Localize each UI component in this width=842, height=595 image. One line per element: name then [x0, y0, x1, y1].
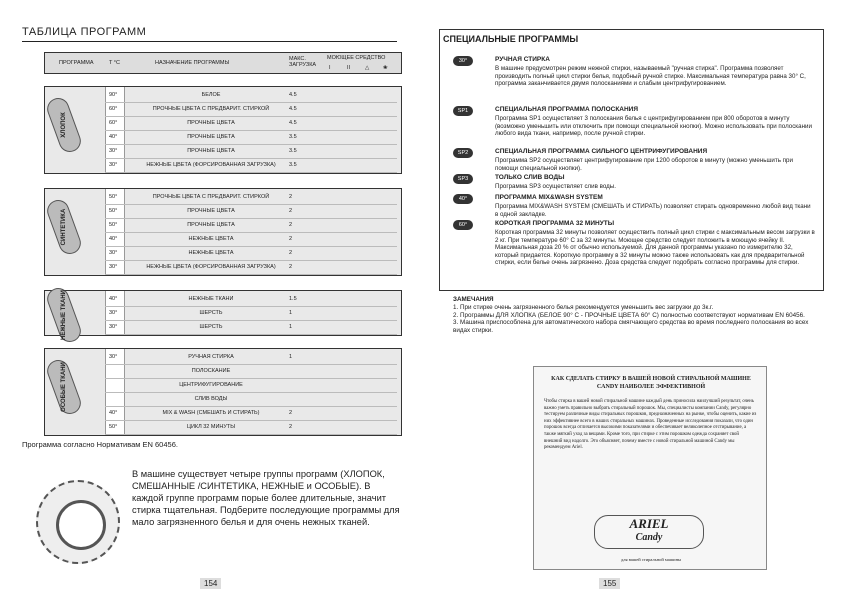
- special-item-text: Программа SP2 осуществляет центрифугирование при 1200 оборотов в минуту (можно уменьшить при помощи специальной кнопки).: [495, 157, 793, 172]
- table-row: 50° ПРОЧНЫЕ ЦВЕТА 2: [45, 205, 401, 219]
- special-item-text: Короткая программа 32 минуты позволяет осуществить полный цикл стирки с максимальным весом загрузки в 2 кг. При температуре 60° С за 32 минуты. Моющее средство следует положить в моющую ячейку II. Максимальная доза 20 % от обычно используемой. Для данной программы указано по измерителю 32, который придается. Короткую программу в 32 минуты можно также использовать как для предварительной стирки, если белье очень загрязнено. Доза средства следует подобрать согласно программы для стирки.: [495, 229, 815, 266]
- table-row: 30° РУЧНАЯ СТИРКА 1: [45, 351, 401, 365]
- header-name: НАЗНАЧЕНИЕ ПРОГРАММЫ: [155, 60, 230, 66]
- special-item-head: РУЧНАЯ СТИРКА: [495, 56, 550, 63]
- table-row: 30° ПРОЧНЫЕ ЦВЕТА 3.5: [45, 145, 401, 159]
- advert-caption: для вашей стиральной машины: [620, 557, 682, 562]
- special-item-text: В машине предусмотрен режим нежной стирки, называемый "ручная стирка". Программа позволяет производить полный цикл стирки белья, подобный ручной стирке. Максимальная температура равна 30° С, программа заканчивается двумя полосканиями и слабым центрифугированием.: [495, 65, 806, 87]
- table-row: 40° НЕЖНЫЕ ТКАНИ 1.5: [45, 293, 401, 307]
- program-badge-icon: 30°: [453, 56, 473, 66]
- table-row: 50° ПРОЧНЫЕ ЦВЕТА 2: [45, 219, 401, 233]
- special-item-text: Программа SP1 осуществляет 3 полоскания белья с центрифугированием при 800 оборотов в минуту (возможно уменьшить или отключить при помощи специальной кнопки). Можно использовать при полоскании любого вида ткани, например, после ручной стирки.: [495, 115, 812, 137]
- table-row: 60° ПРОЧНЫЕ ЦВЕТА 4.5: [45, 117, 401, 131]
- table-row: 90° БЕЛОЕ 4.5: [45, 89, 401, 103]
- note-item: 2. Программы ДЛЯ ХЛОПКА (БЕЛОЕ 90° С - ПРОЧНЫЕ ЦВЕТА 60° С) полностью соответствуют нормативам EN 60456.: [453, 311, 805, 319]
- page-number: 154: [200, 578, 221, 589]
- table-row: 40° ПРОЧНЫЕ ЦВЕТА 3.5: [45, 131, 401, 145]
- logo-ariel: ARIEL: [629, 516, 669, 531]
- group-knob-synthetic: СИНТЕТИКА: [44, 197, 84, 257]
- header-program: ПРОГРАММА: [59, 60, 94, 66]
- notes: [453, 296, 823, 335]
- title-underline: [22, 41, 397, 42]
- table-row: 60° ПРОЧНЫЕ ЦВЕТА С ПРЕДВАРИТ. СТИРКОЙ 4.5: [45, 103, 401, 117]
- table-row: 50° ЦИКЛ 32 МИНУТЫ 2: [45, 421, 401, 435]
- header-d1: I: [329, 65, 331, 71]
- special-item-head: СПЕЦИАЛЬНАЯ ПРОГРАММА СИЛЬНОГО ЦЕНТРИФУГИРОВАНИЯ: [495, 148, 708, 155]
- group-knob-special: ОСОБЫЕ ТКАНИ: [44, 357, 84, 417]
- advert-body: Чтобы стирка в вашей новой стиральной машине каждый день приносила наилучший результат, очень важно уметь правильно выбрать стиральный порошок. Мы, специалисты компании Candy, регулярно тестируем различные виды стиральных порошков, предназначенных на рынке, чтобы оценить, какие из них эффективнее всего в наших стиральных машинах. Проведенные исследования показали, что один порошок всегда отличается высокими показателями и обеспечивает великолепное отстирывание, а также мягкий уход за вещами. Кроме того, при стирке с этим порошком одежда сохраняет свой внешний вид надолго. Это объясняет, почему вместе с новой стиральной машиной Candy мы рекомендуем Ariel.: [544, 399, 757, 451]
- group-synthetic: [44, 188, 402, 276]
- program-badge-icon: SP2: [453, 148, 473, 158]
- group-cotton: [44, 86, 402, 174]
- standard-note: Программа согласно Нормативам EN 60456.: [22, 440, 178, 449]
- header-d4: ❀: [383, 65, 388, 71]
- header-detergent: МОЮЩЕЕ СРЕДСТВО: [327, 55, 386, 61]
- table-header: [44, 52, 402, 74]
- table-row: 30° НЕЖНЫЕ ЦВЕТА (ФОРСИРОВАННАЯ ЗАГРУЗКА) 3.5: [45, 159, 401, 173]
- program-badge-icon: SP3: [453, 174, 473, 184]
- page-title: ТАБЛИЦА ПРОГРАММ: [22, 26, 147, 38]
- table-row: 40° НЕЖНЫЕ ЦВЕТА 2: [45, 233, 401, 247]
- advert-headline: КАК СДЕЛАТЬ СТИРКУ В ВАШЕЙ НОВОЙ СТИРАЛЬНОЙ МАШИНЕ CANDY НАИБОЛЕЕ ЭФФЕКТИВНОЙ: [551, 376, 751, 390]
- table-row: 30° ШЕРСТЬ 1: [45, 307, 401, 321]
- table-row: 30° НЕЖНЫЕ ЦВЕТА (ФОРСИРОВАННАЯ ЗАГРУЗКА) 2: [45, 261, 401, 275]
- special-programs-title: СПЕЦИАЛЬНЫЕ ПРОГРАММЫ: [443, 34, 579, 44]
- table-row: 40° MIX & WASH (СМЕШАТЬ И СТИРАТЬ) 2: [45, 407, 401, 421]
- special-item-head: КОРОТКАЯ ПРОГРАММА 32 МИНУТЫ: [495, 220, 615, 227]
- program-dial-icon: [36, 480, 120, 564]
- special-item-head: ТОЛЬКО СЛИВ ВОДЫ: [495, 174, 565, 181]
- header-d2: II: [347, 65, 351, 71]
- table-row: СЛИВ ВОДЫ: [45, 393, 401, 407]
- special-item-head: ПРОГРАММА MIX&WASH SYSTEM: [495, 194, 603, 201]
- table-row: 30° ШЕРСТЬ 1: [45, 321, 401, 335]
- header-d3: △: [365, 65, 370, 71]
- special-item-text: Программа SP3 осуществляет слив воды.: [495, 183, 616, 190]
- ariel-candy-logo: [594, 515, 704, 549]
- group-knob-cotton: ХЛОПОК: [44, 95, 84, 155]
- header-load: МАКС. ЗАГРУЗКА: [289, 56, 317, 68]
- program-badge-icon: SP1: [453, 106, 473, 116]
- intro-text: В машине существует четыре группы программ (ХЛОПОК, СМЕШАННЫЕ /СИНТЕТИКА, НЕЖНЫЕ и ОСОБЫЕ). В каждой группе программ порые более длительные, значит стирка тщательная. Подберите последующие программы для мало загрязненного белья и для очень нежных тканей.: [132, 469, 400, 527]
- header-temp: T °C: [109, 60, 120, 66]
- table-row: ЦЕНТРИФУГИРОВАНИЕ: [45, 379, 401, 393]
- program-badge-icon: 60°: [453, 220, 473, 230]
- special-item-text: Программа MIX&WASH SYSTEM (СМЕШАТЬ И СТИРАТЬ) позволяет стирать одновременно любой вид ткани в одной закладке.: [495, 203, 811, 218]
- table-row: 50° ПРОЧНЫЕ ЦВЕТА С ПРЕДВАРИТ. СТИРКОЙ 2: [45, 191, 401, 205]
- table-row: ПОЛОСКАНИЕ: [45, 365, 401, 379]
- group-special: [44, 348, 402, 436]
- notes-title: ЗАМЕЧАНИЯ: [453, 296, 494, 303]
- ariel-advert: [533, 366, 767, 570]
- program-badge-icon: 40°: [453, 194, 473, 204]
- note-item: 1. При стирке очень загрязненного белья рекомендуется уменьшить вес загрузки до 3к.г.: [453, 303, 714, 311]
- note-item: 3. Машина приспособлена для автоматического набора смягчающего средства во время последнего полоскания во всех видах стирки.: [453, 319, 809, 335]
- logo-candy: Candy: [635, 532, 663, 543]
- group-knob-delicate: НЕЖНЫЕ ТКАНИ: [44, 285, 84, 345]
- special-item-head: СПЕЦИАЛЬНАЯ ПРОГРАММА ПОЛОСКАНИЯ: [495, 106, 639, 113]
- page-number: 155: [599, 578, 620, 589]
- group-delicate: [44, 290, 402, 340]
- right-page: [421, 0, 842, 595]
- table-row: 30° НЕЖНЫЕ ЦВЕТА 2: [45, 247, 401, 261]
